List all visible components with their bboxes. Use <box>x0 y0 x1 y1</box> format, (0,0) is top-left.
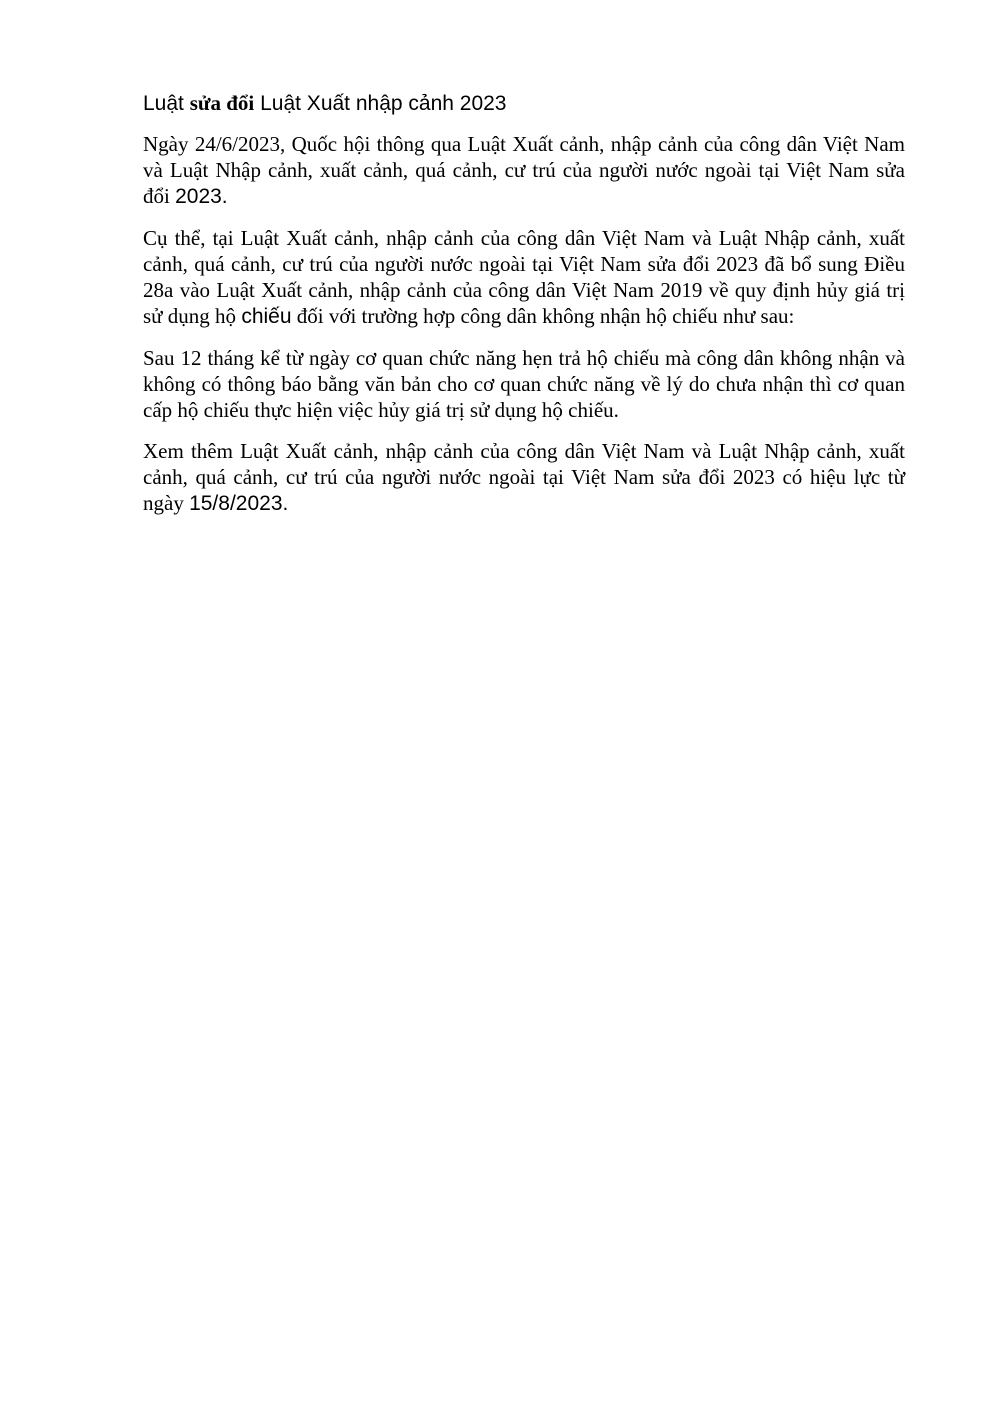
text-segment: Sau 12 tháng kể từ ngày cơ quan chức năng hẹn trả hộ chiếu mà công dân không nhận và không có thông báo bằng văn bản cho cơ quan chức năng về lý do chưa nhận thì cơ quan cấp hộ chiếu thực hiện việc hủy giá trị sử dụng hộ chiếu. <box>143 346 905 422</box>
paragraph <box>143 131 905 210</box>
text-segment: chiếu <box>241 305 292 328</box>
text-segment: Luật <box>143 92 190 115</box>
document-title <box>143 90 905 117</box>
paragraph <box>143 438 905 517</box>
document-content <box>143 90 905 532</box>
text-segment: sửa đổi <box>189 91 255 115</box>
text-segment: 15/8/2023. <box>189 492 289 515</box>
paragraph <box>143 345 905 423</box>
text-segment: 2023. <box>175 185 228 208</box>
text-segment: Ngày 24/6/2023, Quốc hội thông qua Luật Xuất cảnh, nhập cảnh của công dân Việt Nam và Luật Nhập cảnh, xuất cảnh, quá cảnh, cư trú của người nước ngoài tại Việt Nam sửa đổi <box>143 132 905 208</box>
text-segment: Xem thêm Luật Xuất cảnh, nhập cảnh của công dân Việt Nam và Luật Nhập cảnh, xuất cảnh, quá cảnh, cư trú của người nước ngoài tại Việt Nam sửa đổi 2023 có hiệu lực từ ngày <box>143 439 905 515</box>
text-segment: đối với trường hợp công dân không nhận hộ chiếu như sau: <box>291 304 795 328</box>
paragraph <box>143 225 905 330</box>
text-segment: Luật Xuất nhập cảnh 2023 <box>254 92 507 115</box>
text-segment: Cụ thể, tại Luật Xuất cảnh, nhập cảnh của công dân Việt Nam và Luật Nhập cảnh, xuất cảnh, quá cảnh, cư trú của người nước ngoài tại Việt Nam sửa đổi 2023 đã bổ sung Điều 28a vào Luật Xuất cảnh, nhập cảnh của công dân Việt Nam 2019 về quy định hủy giá trị sử dụng hộ <box>143 226 905 328</box>
